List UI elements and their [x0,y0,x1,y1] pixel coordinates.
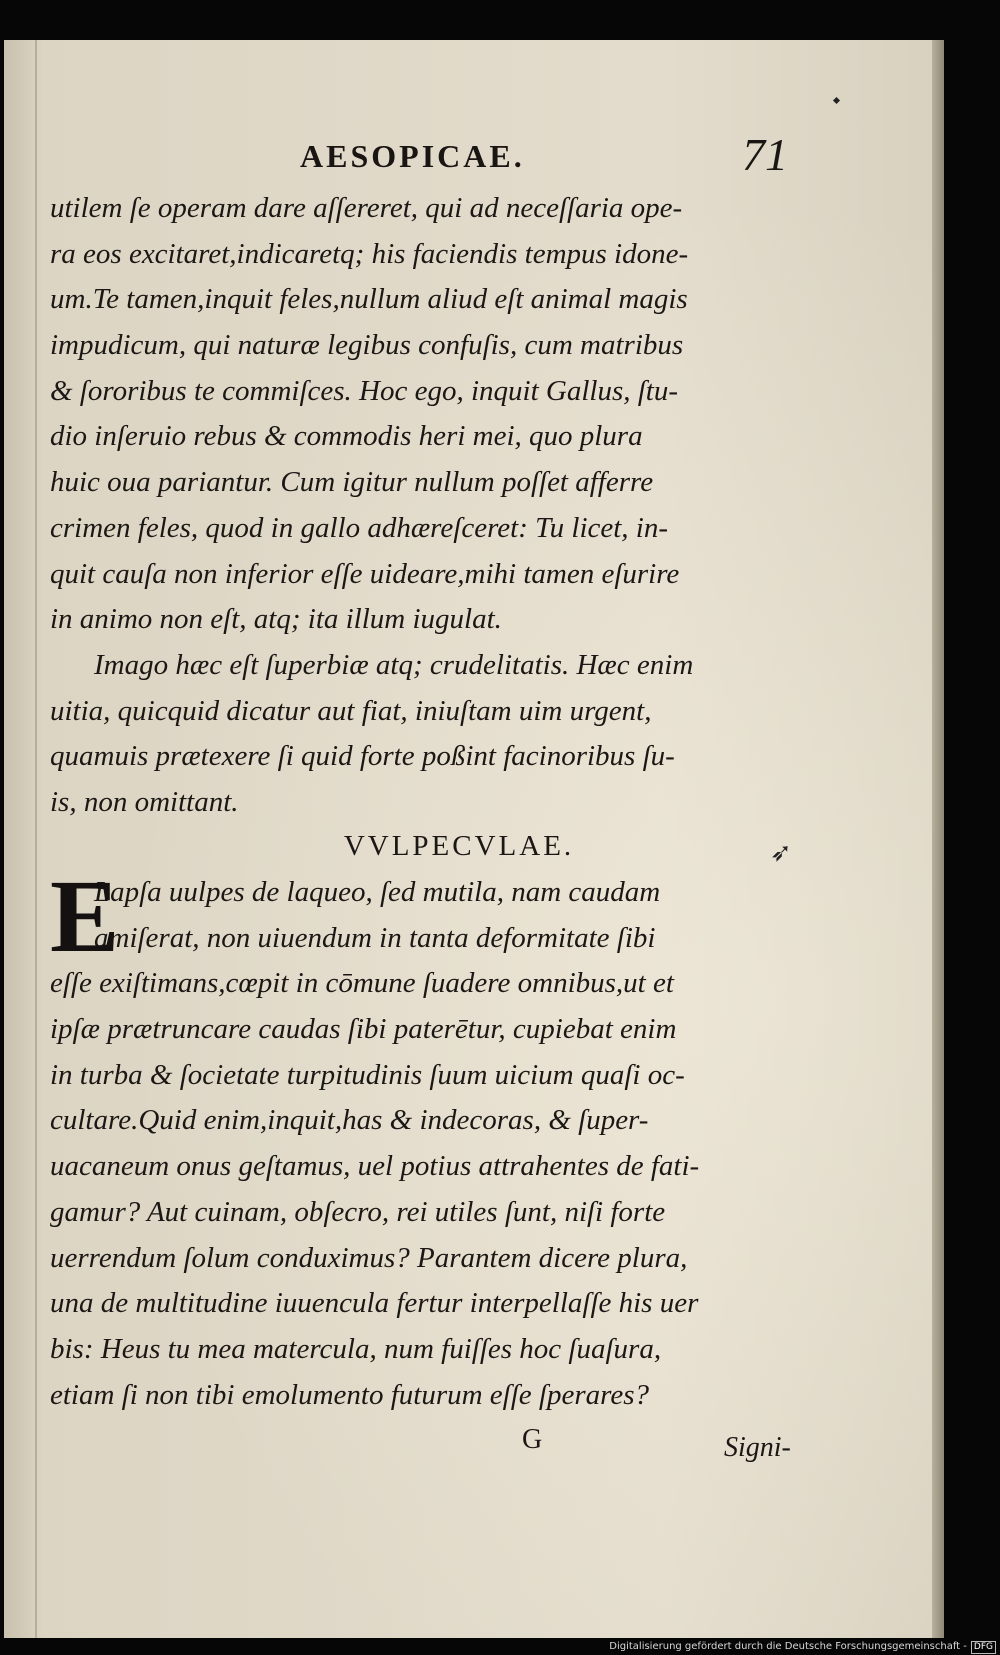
text-line: um.Te tamen,inquit feles,nullum aliud eſt animal magis [50,283,688,316]
signature-mark: G [522,1424,543,1455]
moral-line: uitia, quicquid dicatur aut fiat, iniuſtam uim urgent, [50,694,652,727]
fable-line: bis: Heus tu mea matercula, num fuiſſes hoc ſuaſura, [50,1332,662,1365]
fable-line: gamur? Aut cuinam, obſecro, rei utiles ſunt, niſi forte [50,1195,666,1228]
text-line: impudicum, qui naturæ legibus confuſis, cum matribus [50,329,684,362]
text-line: dio inſeruio rebus & commodis heri mei, quo plura [50,420,643,453]
fable-text [50,859,794,1418]
text-line: crimen feles, quod in gallo adhæreſceret: Tu licet, in- [50,511,669,544]
text-line: & ſororibus te commiſces. Hoc ego, inquit Gallus, ſtu- [50,374,679,407]
fable-line: eſſe exiſtimans,cœpit in cōmune ſuadere omnibus,ut et [50,967,674,1000]
digitization-credit [600,1638,1000,1655]
page-number: 71 [742,129,788,180]
fable-line: uerrendum ſolum conduximus? Parantem dicere plura, [50,1241,688,1274]
fable-line: etiam ſi non tibi emolumento futurum eſſe ſperares? [50,1378,649,1411]
dfg-logo: DFG [971,1641,996,1654]
catchword: Signi- [724,1432,791,1463]
text-line: huic oua pariantur. Cum igitur nullum poſſet afferre [50,466,654,499]
text-line: ra eos excitaret,indicaretq; his faciendis tempus idone- [50,237,689,270]
credit-text: Digitalisierung gefördert durch die Deutsche Forschungsgemeinschaft - [609,1641,967,1652]
drop-cap: E [50,859,120,974]
fable-line: amiſerat, non uiuendum in tanta deformitate ſibi [94,921,656,954]
section-heading [0,830,1000,867]
fable-line: Lapſa uulpes de laqueo, ſed mutila, nam caudam [94,876,661,908]
fable-line: cultare.Quid enim,inquit,has & indecoras, & ſuper- [50,1104,649,1137]
page-header [0,128,1000,180]
fable-line: uacaneum onus geſtamus, uel potius attrahentes de fati- [50,1150,700,1183]
moral-line: is, non omittant. [50,785,239,818]
running-title: AESOPICAE. [300,138,525,174]
text-line: in animo non eſt, atq; ita illum iugulat. [50,603,502,636]
text-line: utilem ſe operam dare aſſereret, qui ad neceſſaria ope- [50,192,683,224]
marginal-mark-icon: ➶ [770,838,795,867]
fable-line: in turba & ſocietate turpitudinis ſuum uicium quaſi oc- [50,1058,685,1091]
moral-paragraph [50,643,794,826]
moral-line: Imago hæc eſt ſuperbiæ atq; crudelitatis. Hæc enim [94,648,694,681]
text-line: quit cauſa non inferior eſſe uideare,mihi tamen eſurire [50,557,680,590]
section-title: VVLPECVLAE. [343,830,575,862]
fable-line: una de multitudine iuuencula fertur interpellaſſe his uer [50,1287,699,1320]
fable-line: ipſæ prætruncare caudas ſibi paterētur, cupiebat enim [50,1013,677,1046]
fable-continuation [50,186,794,826]
moral-line: quamuis prætexere ſi quid forte poßint facinoribus ſu- [50,740,675,773]
page-footer [0,1420,1000,1470]
